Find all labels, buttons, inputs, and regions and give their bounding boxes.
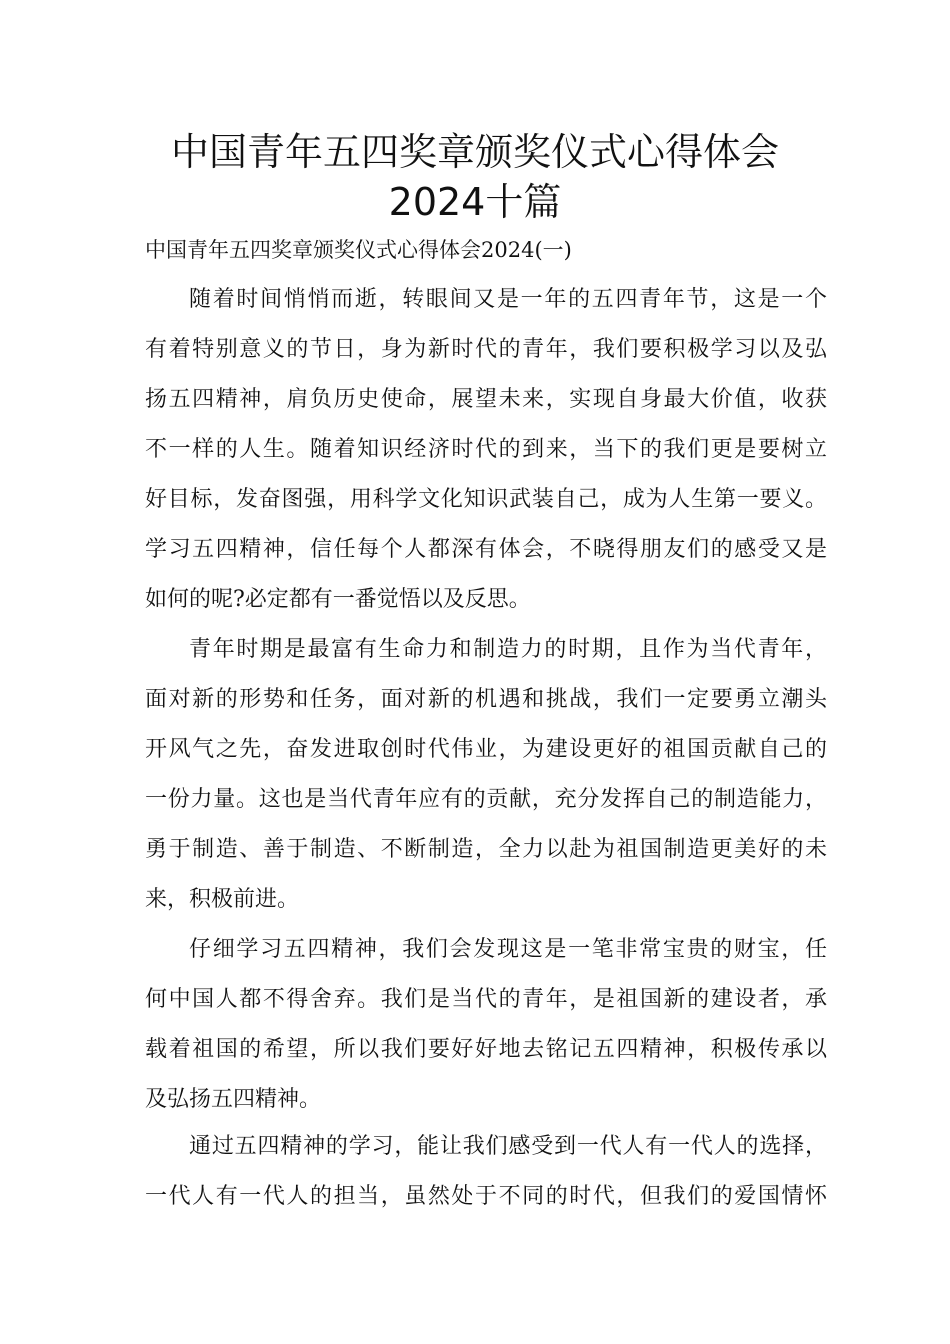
paragraph-line: 勇于制造、善于制造、不断制造，全力以赴为祖国制造更美好的未 [145, 837, 827, 862]
paragraph-line: 何中国人都不得舍弃。我们是当代的青年，是祖国新的建设者，承 [145, 987, 827, 1012]
paragraph-line: 随着时间悄悄而逝，转眼间又是一年的五四青年节，这是一个 [189, 287, 827, 312]
paragraph-line: 青年时期是最富有生命力和制造力的时期，且作为当代青年， [189, 637, 827, 662]
paragraph-line: 开风气之先，奋发进取创时代伟业，为建设更好的祖国贡献自己的 [145, 737, 827, 762]
paragraph-line: 学习五四精神，信任每个人都深有体会，不晓得朋友们的感受又是 [145, 537, 827, 562]
paragraph-3 [145, 925, 827, 1125]
paragraph-line: 一代人有一代人的担当，虽然处于不同的时代，但我们的爱国情怀 [145, 1184, 827, 1209]
document-title-line-1: 中国青年五四奖章颁奖仪式心得体会 [170, 130, 779, 174]
paragraph-4 [145, 1122, 827, 1222]
paragraph-line: 一份力量。这也是当代青年应有的贡献，充分发挥自己的制造能力， [145, 787, 827, 812]
paragraph-line: 及弘扬五四精神。 [145, 1087, 322, 1112]
paragraph-line: 仔细学习五四精神，我们会发现这是一笔非常宝贵的财宝，任 [189, 937, 827, 962]
paragraph-1 [145, 275, 827, 625]
paragraph-line: 不一样的人生。随着知识经济时代的到来，当下的我们更是要树立 [145, 437, 827, 462]
section-heading: 中国青年五四奖章颁奖仪式心得体会2024(一) [145, 238, 572, 262]
paragraph-line: 来，积极前进。 [145, 887, 300, 912]
paragraph-line: 扬五四精神，肩负历史使命，展望未来，实现自身最大价值，收获 [145, 387, 827, 412]
paragraph-line: 如何的呢?必定都有一番觉悟以及反思。 [145, 587, 531, 612]
paragraph-2 [145, 625, 827, 925]
paragraph-line: 好目标，发奋图强，用科学文化知识武装自己，成为人生第一要义。 [145, 487, 827, 512]
paragraph-line: 通过五四精神的学习，能让我们感受到一代人有一代人的选择， [189, 1134, 827, 1159]
paragraph-line: 面对新的形势和任务，面对新的机遇和挑战，我们一定要勇立潮头 [145, 687, 827, 712]
document-title-line-2: 2024十篇 [388, 180, 562, 224]
paragraph-line: 有着特别意义的节日，身为新时代的青年，我们要积极学习以及弘 [145, 337, 827, 362]
paragraph-line: 载着祖国的希望，所以我们要好好地去铭记五四精神，积极传承以 [145, 1037, 827, 1062]
